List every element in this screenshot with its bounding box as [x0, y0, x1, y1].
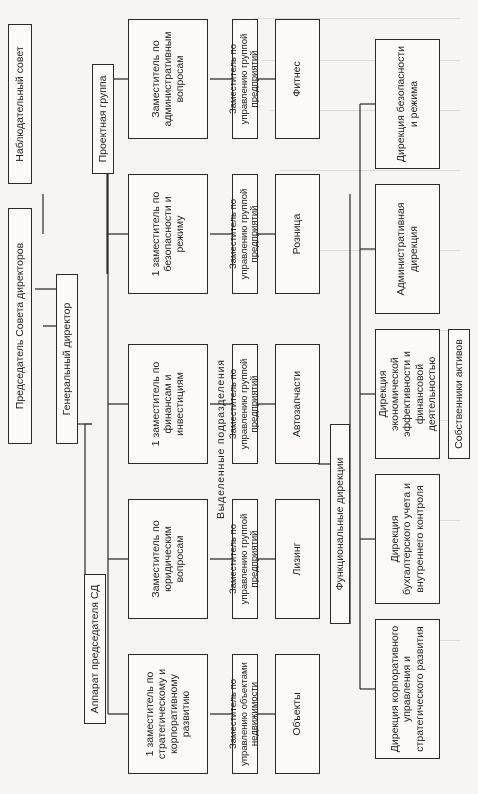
directorate-box — [375, 619, 440, 759]
unit-label: Объекты — [291, 692, 304, 736]
manager-label: Заместитель по управлению группой предприятий — [227, 513, 261, 605]
manager-label: Заместитель по управлению группой предприятий — [227, 358, 261, 450]
deputy-label: 1 заместитель по безопасности и режиму — [149, 191, 187, 277]
deputy-label: 1 заместитель по финансам и инвестициям — [149, 361, 187, 447]
manager-label: Заместитель по управлению объектами недвижимости — [227, 662, 261, 766]
chair-label: Председатель Совета директоров — [13, 242, 26, 410]
ceo-box — [56, 274, 78, 444]
chair-box — [8, 208, 32, 444]
ceo-label: Генеральный директор — [60, 302, 73, 416]
directorate-label: Дирекция корпоративного управления и стратегического развития — [389, 625, 426, 753]
unit-box — [275, 344, 320, 464]
unit-box — [275, 19, 320, 139]
manager-box — [227, 19, 261, 139]
unit-label: Розница — [291, 213, 304, 255]
directorate-box — [375, 39, 440, 169]
apparatus-label: Аппарат председателя СД — [88, 584, 101, 714]
deputy-box — [128, 499, 208, 619]
owners-box — [448, 329, 470, 459]
manager-box — [227, 174, 261, 294]
directorate-box — [375, 474, 440, 604]
supervisory-board-label: Наблюдательный совет — [13, 46, 26, 162]
unit-box — [275, 654, 320, 774]
functional-directorates-box — [330, 424, 350, 624]
unit-box — [275, 174, 320, 294]
manager-box — [227, 344, 261, 464]
directorate-label: Дирекция бухгалтерского учета и внутреннего контроля — [389, 483, 426, 595]
project-group-box — [92, 64, 114, 174]
directorate-label: Административная дирекция — [395, 202, 420, 296]
deputy-box — [128, 344, 208, 464]
unit-box — [275, 499, 320, 619]
project-group-label: Проектная группа — [96, 75, 109, 163]
deputy-label: Заместитель по административным вопросам — [149, 31, 187, 127]
directorate-box — [375, 184, 440, 314]
unit-label: Лизинг — [291, 542, 304, 576]
directorate-label: Дирекция безопасности и режима — [395, 45, 420, 163]
manager-box — [227, 654, 261, 774]
allocated-units-label: Выделенные подразделения — [215, 359, 227, 519]
unit-label: Фитнес — [291, 61, 304, 97]
owners-label: Собственники активов — [452, 339, 465, 449]
manager-label: Заместитель по управлению группой предприятий — [227, 188, 261, 280]
supervisory-board-box — [8, 24, 32, 184]
functional-directorates-label: Функциональные дирекции — [333, 457, 346, 591]
deputy-box — [128, 654, 208, 774]
unit-label: Автозапчасти — [291, 370, 304, 438]
deputy-label: 1 заместитель по стратегическому и корпоративному развитию — [143, 668, 193, 760]
manager-label: Заместитель по управлению группой предприятий — [227, 33, 261, 125]
apparatus-box — [84, 574, 106, 724]
deputy-label: Заместитель по юридическим вопросам — [149, 520, 187, 598]
directorate-box — [375, 329, 440, 459]
manager-box — [227, 499, 261, 619]
deputy-box — [128, 174, 208, 294]
directorate-label: Дирекция экономической эффективности и финансовой деятельностью — [377, 351, 438, 437]
deputy-box — [128, 19, 208, 139]
